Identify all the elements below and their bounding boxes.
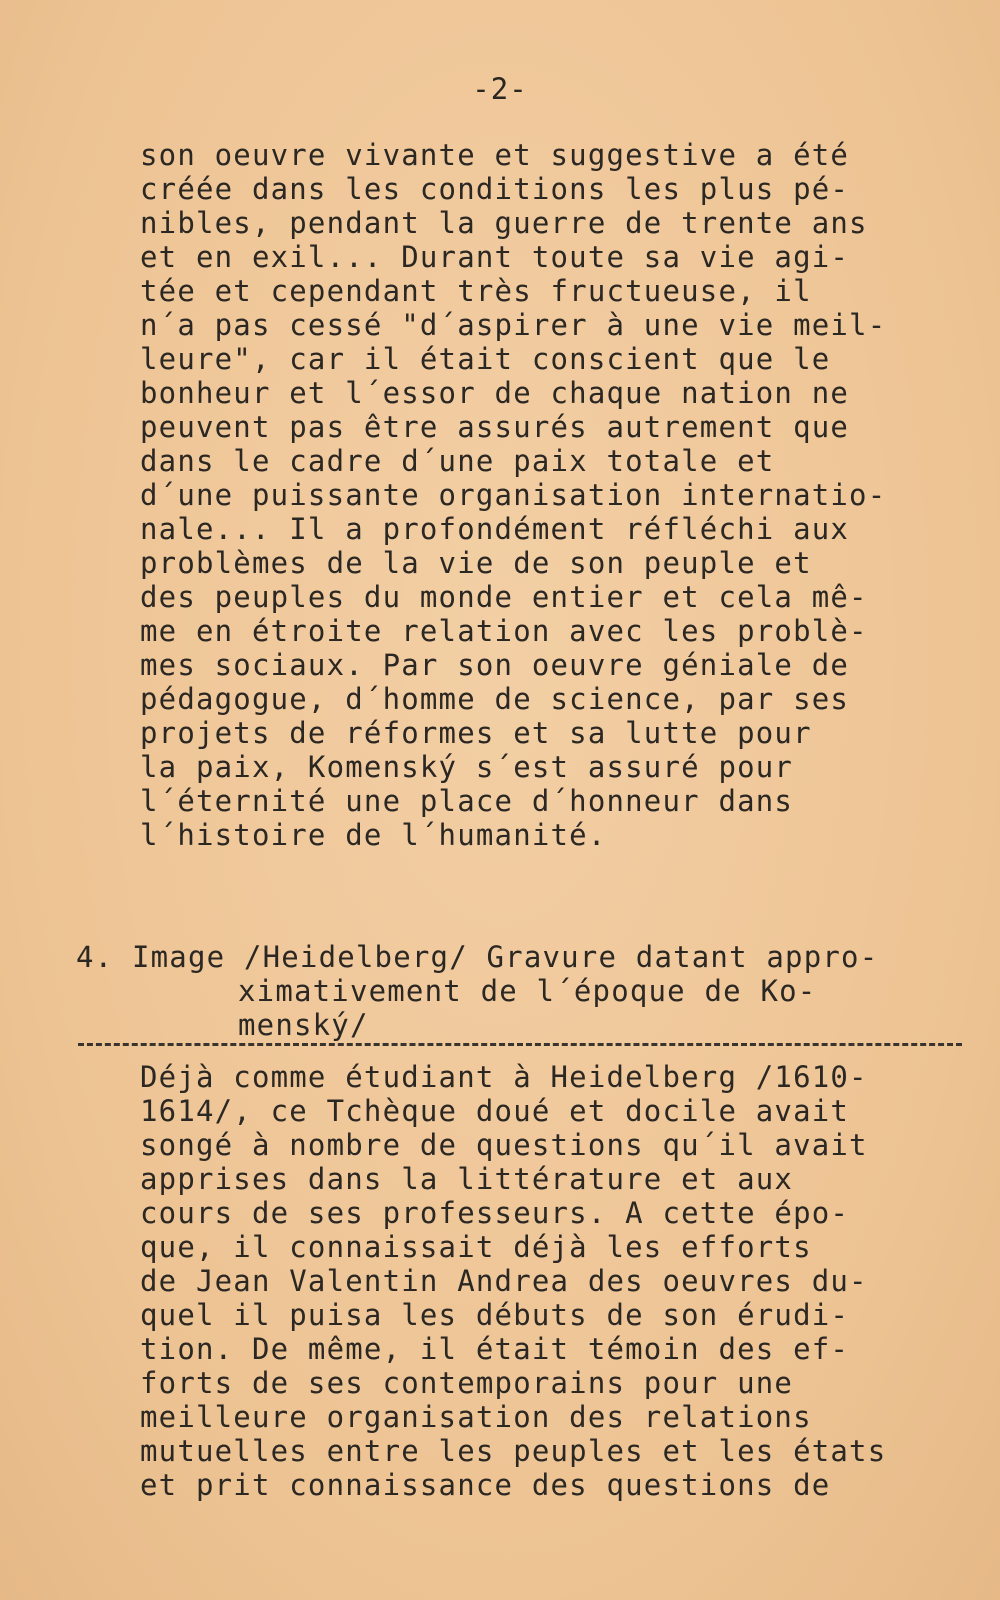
- page-number: -2-: [472, 72, 528, 106]
- paragraph-line: leure", car il était conscient que le: [140, 342, 831, 376]
- paragraph-line: nibles, pendant la guerre de trente ans: [140, 206, 868, 240]
- paragraph-line: 1614/, ce Tchèque doué et docile avait: [140, 1094, 850, 1128]
- paragraph-line: des peuples du monde entier et cela mê-: [140, 580, 868, 614]
- paragraph-line: créée dans les conditions les plus pé-: [140, 172, 850, 206]
- paragraph-line: d´une puissante organisation internatio-: [140, 478, 887, 512]
- paragraph-line: et prit connaissance des questions de: [140, 1468, 831, 1502]
- paragraph-line: pédagogue, d´homme de science, par ses: [140, 682, 850, 716]
- paragraph-line: et en exil... Durant toute sa vie agi-: [140, 240, 850, 274]
- paragraph-line: l´histoire de l´humanité.: [140, 818, 607, 852]
- paragraph-line: meilleure organisation des relations: [140, 1400, 812, 1434]
- paragraph-line: nale... Il a profondément réfléchi aux: [140, 512, 850, 546]
- paragraph-line: me en étroite relation avec les problè-: [140, 614, 868, 648]
- paragraph-line: tée et cependant très fructueuse, il: [140, 274, 812, 308]
- paragraph-line: songé à nombre de questions qu´il avait: [140, 1128, 868, 1162]
- item-4-line: 4. Image /Heidelberg/ Gravure datant appro-: [76, 940, 879, 974]
- dashed-separator: [78, 1043, 962, 1046]
- paragraph-line: l´éternité une place d´honneur dans: [140, 784, 794, 818]
- paragraph-line: son oeuvre vivante et suggestive a été: [140, 138, 850, 172]
- paragraph-line: problèmes de la vie de son peuple et: [140, 546, 812, 580]
- paragraph-line: projets de réformes et sa lutte pour: [140, 716, 812, 750]
- paragraph-line: Déjà comme étudiant à Heidelberg /1610-: [140, 1060, 868, 1094]
- paragraph-line: forts de ses contemporains pour une: [140, 1366, 794, 1400]
- paragraph-line: n´a pas cessé "d´aspirer à une vie meil-: [140, 308, 887, 342]
- paragraph-line: bonheur et l´essor de chaque nation ne: [140, 376, 850, 410]
- paragraph-line: apprises dans la littérature et aux: [140, 1162, 794, 1196]
- paragraph-line: dans le cadre d´une paix totale et: [140, 444, 775, 478]
- item-4-line: ximativement de l´époque de Ko-: [238, 974, 817, 1008]
- item-4-line: menský/: [238, 1008, 369, 1042]
- paragraph-line: tion. De même, il était témoin des ef-: [140, 1332, 850, 1366]
- paragraph-line: mes sociaux. Par son oeuvre géniale de: [140, 648, 850, 682]
- paragraph-line: cours de ses professeurs. A cette épo-: [140, 1196, 850, 1230]
- paragraph-line: que, il connaissait déjà les efforts: [140, 1230, 812, 1264]
- paragraph-line: mutuelles entre les peuples et les états: [140, 1434, 887, 1468]
- paragraph-line: la paix, Komenský s´est assuré pour: [140, 750, 794, 784]
- paragraph-line: de Jean Valentin Andrea des oeuvres du-: [140, 1264, 868, 1298]
- paragraph-line: peuvent pas être assurés autrement que: [140, 410, 850, 444]
- paragraph-line: quel il puisa les débuts de son érudi-: [140, 1298, 850, 1332]
